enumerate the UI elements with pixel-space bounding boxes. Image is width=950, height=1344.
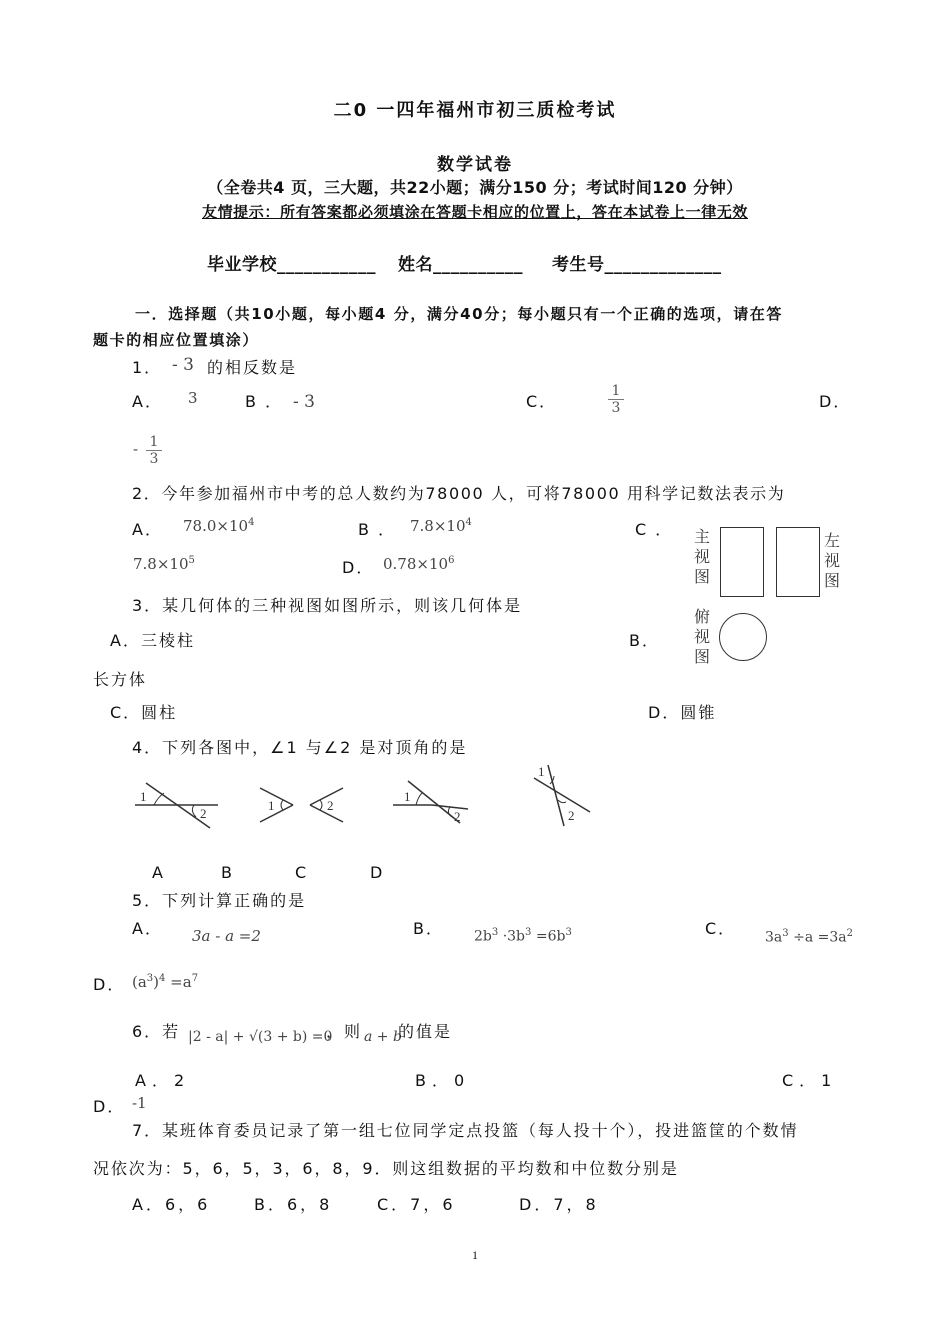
q2-option-c-label: C ． bbox=[635, 520, 674, 539]
q4-label-a: A bbox=[152, 863, 165, 882]
q1-stem-text: 的相反数是 bbox=[207, 358, 298, 377]
q4-label-c: C bbox=[295, 863, 309, 882]
q2-option-b-value: $7.8\times 10^4$ bbox=[410, 517, 472, 535]
top-view-label: 俯 视 图 bbox=[694, 607, 711, 666]
page-number: 1 bbox=[472, 1248, 478, 1262]
q5-option-a-label: A． bbox=[132, 919, 163, 938]
q7-stem-line2: 况依次为：5，6，5，3，6，8，9．则这组数据的平均数和中位数分别是 bbox=[93, 1159, 679, 1178]
q5-option-b-label: B． bbox=[413, 919, 444, 938]
q7-option-c: C．7，6 bbox=[377, 1195, 456, 1214]
q1-option-b-value: - 3 bbox=[293, 392, 315, 412]
q6-stem-post: 的值是 bbox=[398, 1022, 453, 1041]
q4-figure-b bbox=[255, 780, 355, 830]
q4-b-angle1: 1 bbox=[268, 798, 275, 813]
q1-option-c-label: C． bbox=[526, 392, 558, 411]
q1-number: 1． bbox=[132, 358, 163, 377]
q4-figure-a bbox=[130, 773, 220, 833]
q1-option-d-sign: - bbox=[133, 440, 139, 458]
exam-title: 二0 一四年福州市初三质检考试 bbox=[333, 100, 617, 121]
q4-d-angle2: 2 bbox=[568, 808, 575, 823]
exam-info: （全卷共4 页，三大题，共22小题；满分150 分；考试时间120 分钟） bbox=[207, 178, 743, 197]
q4-c-angle2: 2 bbox=[454, 809, 461, 824]
q3-option-b-label: B． bbox=[629, 631, 660, 650]
q6-option-c: C．1 bbox=[782, 1071, 838, 1090]
front-view-rectangle bbox=[720, 527, 764, 597]
q5-option-c-label: C． bbox=[705, 919, 737, 938]
q2-option-a-label: A． bbox=[132, 520, 163, 539]
q5-option-c-expr: $3a^3 \div a =3a^2$ bbox=[765, 928, 853, 946]
q4-figure-c bbox=[388, 773, 478, 833]
front-view-label: 主 视 图 bbox=[694, 527, 711, 586]
side-view-label: 左 视 图 bbox=[824, 531, 841, 590]
exam-number-field: 考生号_____________ bbox=[552, 255, 722, 275]
name-field: 姓名__________ bbox=[398, 255, 523, 275]
q6-option-a: A．2 bbox=[135, 1071, 191, 1090]
q6-option-d-value: -1 bbox=[132, 1094, 147, 1112]
q4-b-angle2: 2 bbox=[327, 798, 334, 813]
q7-option-b: B．6，8 bbox=[254, 1195, 333, 1214]
q4-label-b: B bbox=[221, 863, 234, 882]
q2-option-c-value: $7.8\times 10^5$ bbox=[133, 555, 195, 573]
q6-stem-math: |2 - a| + √(3 + b) =0 bbox=[188, 1029, 333, 1045]
q2-option-d-label: D． bbox=[342, 558, 375, 577]
q4-figure-d bbox=[528, 760, 608, 830]
q4-label-d: D bbox=[370, 863, 385, 882]
q4-d-angle1: 1 bbox=[538, 764, 545, 779]
q1-option-a-label: A． bbox=[132, 392, 163, 411]
q2-option-d-value: $0.78\times 10^6$ bbox=[383, 555, 455, 573]
q2-option-b-label: B ． bbox=[358, 520, 397, 539]
q3-option-d: D．圆锥 bbox=[648, 703, 717, 722]
q7-stem-line1: 7．某班体育委员记录了第一组七位同学定点投篮（每人投十个），投进篮筐的个数情 bbox=[132, 1121, 799, 1140]
school-field: 毕业学校___________ bbox=[207, 255, 376, 275]
q5-option-d-label: D． bbox=[93, 975, 126, 994]
q1-option-b-label: B ． bbox=[245, 392, 284, 411]
q5-option-a-expr: 3a - a =2 bbox=[192, 927, 261, 945]
q3-option-a: A．三棱柱 bbox=[110, 631, 195, 650]
section-heading: 一．选择题（共10小题，每小题4 分，满分40分；每小题只有一个正确的选项，请在答 bbox=[135, 305, 784, 323]
section-heading-cont: 题卡的相应位置填涂） bbox=[93, 331, 260, 349]
q7-option-a: A．6，6 bbox=[132, 1195, 211, 1214]
q6-stem-pre: 6．若 bbox=[132, 1022, 181, 1041]
q6-stem-mid: ，则 bbox=[326, 1022, 363, 1041]
q2-option-a-value: $78.0\times 10^4$ bbox=[183, 517, 255, 535]
q1-option-d-label: D． bbox=[819, 392, 852, 411]
q1-stem-math: - 3 bbox=[172, 355, 194, 375]
q5-option-d-expr: $(a^3)^4 =a^7$ bbox=[132, 973, 199, 991]
q4-a-angle2: 2 bbox=[200, 806, 207, 821]
q4-c-angle1: 1 bbox=[404, 789, 411, 804]
q5-option-b-expr: $2b^3 \cdot 3b^3 =6b^3$ bbox=[474, 927, 572, 945]
q2-stem: 2．今年参加福州市中考的总人数约为78000 人，可将78000 用科学记数法表示为 bbox=[132, 484, 786, 503]
side-view-rectangle bbox=[776, 527, 820, 597]
q1-option-d-fraction: $\frac{1}{3}$ bbox=[146, 434, 162, 467]
q7-option-d: D．7，8 bbox=[519, 1195, 599, 1214]
top-view-circle bbox=[719, 613, 767, 661]
subject-title: 数学试卷 bbox=[437, 155, 513, 175]
friendly-tip: 友情提示：所有答案都必须填涂在答题卡相应的位置上，答在本试卷上一律无效 bbox=[201, 203, 748, 221]
q4-stem: 4．下列各图中，∠1 与∠2 是对顶角的是 bbox=[132, 738, 468, 757]
q5-stem: 5．下列计算正确的是 bbox=[132, 891, 307, 910]
q3-stem: 3．某几何体的三种视图如图所示，则该几何体是 bbox=[132, 596, 523, 615]
q1-option-c-fraction: $\frac{1}{3}$ bbox=[608, 383, 624, 416]
q1-option-a-value: 3 bbox=[188, 389, 198, 407]
q6-option-b: B．0 bbox=[415, 1071, 471, 1090]
q3-option-b-text: 长方体 bbox=[93, 670, 148, 689]
q6-stem-math2: a + b bbox=[364, 1029, 402, 1045]
q6-option-d-label: D． bbox=[93, 1097, 126, 1116]
q4-a-angle1: 1 bbox=[140, 789, 147, 804]
q3-option-c: C．圆柱 bbox=[110, 703, 178, 722]
